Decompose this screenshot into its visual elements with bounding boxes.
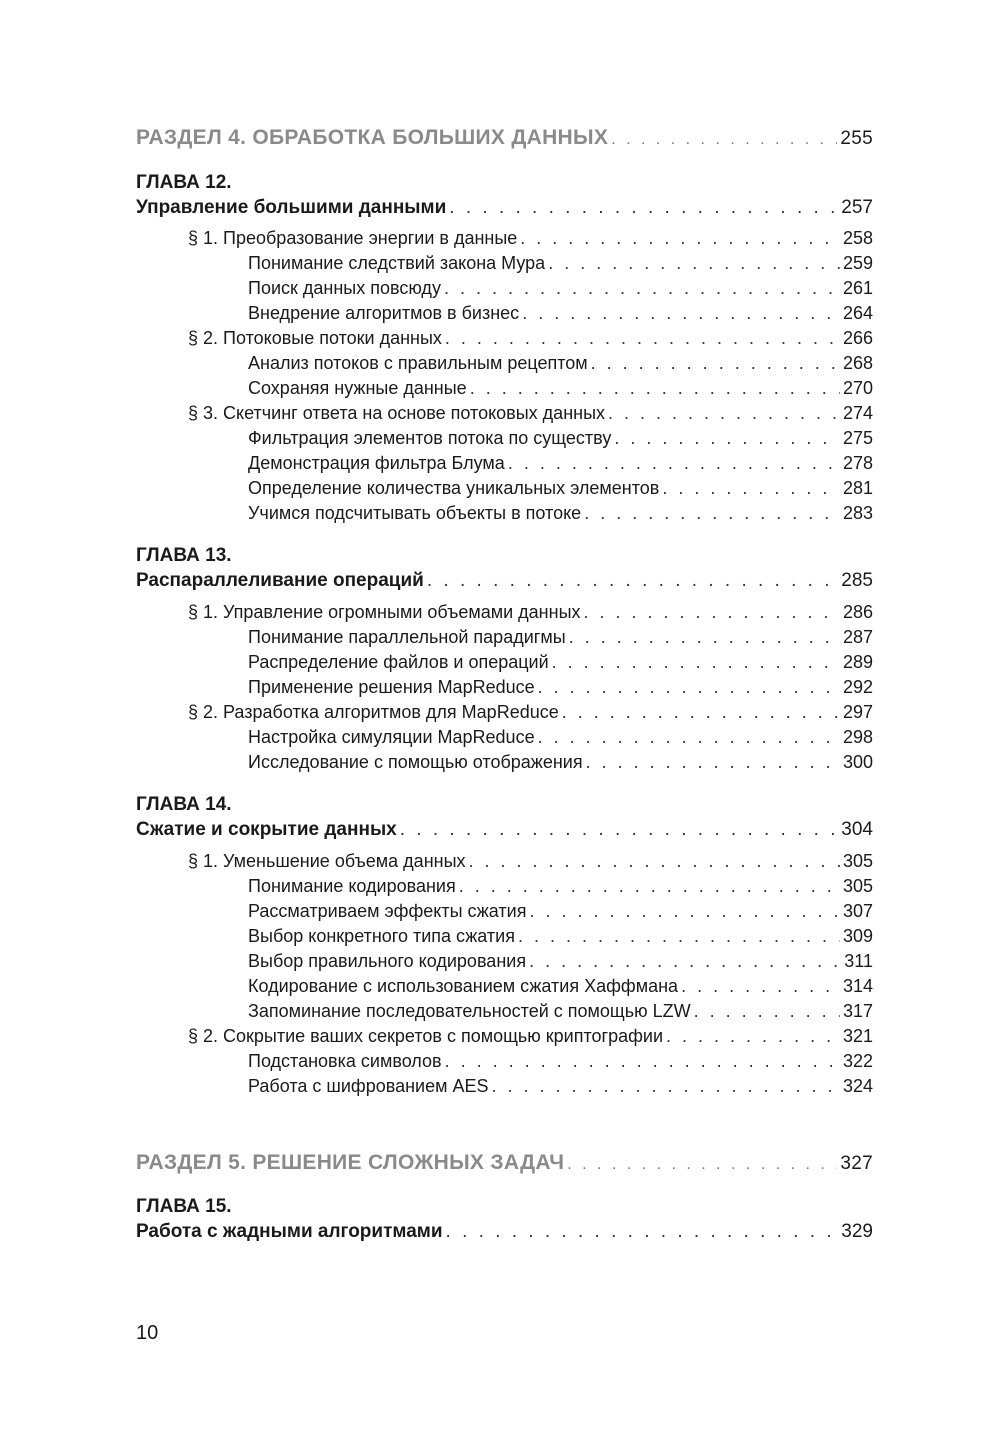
entry-text: Настройка симуляции MapReduce (248, 727, 535, 747)
entry-page: 324 (842, 1076, 873, 1096)
toc-section (136, 328, 873, 349)
entry-text: Исследование с помощью отображения (248, 752, 583, 772)
dot-leader (508, 453, 840, 474)
chapter-14-entry (136, 819, 873, 841)
chapter-14-label: ГЛАВА 14. (136, 794, 232, 815)
dot-leader (694, 1001, 840, 1022)
dot-leader (449, 197, 838, 219)
entry-text: Кодирование с использованием сжатия Хаффмана (248, 976, 679, 996)
entry-page: 300 (842, 752, 873, 772)
toc-subsection (136, 453, 873, 474)
chapter-page: 285 (841, 570, 873, 591)
dot-leader (538, 677, 840, 698)
dot-leader (444, 278, 840, 299)
dot-leader (614, 428, 840, 449)
part-title: РАЗДЕЛ 4. ОБРАБОТКА БОЛЬШИХ ДАННЫХ (136, 126, 609, 149)
entry-page: 266 (842, 328, 873, 348)
entry-text: § 2. Разработка алгоритмов для MapReduce (188, 702, 559, 722)
dot-leader (562, 702, 840, 723)
toc-subsection (136, 876, 873, 897)
dot-leader (611, 131, 837, 149)
entry-page: 274 (842, 403, 873, 423)
entry-page: 289 (842, 652, 873, 672)
entry-page: 258 (842, 228, 873, 248)
entry-page: 298 (842, 727, 873, 747)
part-page: 255 (840, 128, 873, 149)
chapter-title: Распараллеливание операций (136, 570, 424, 591)
toc-subsection (136, 503, 873, 524)
chapter-page: 329 (841, 1221, 873, 1242)
entry-text: Анализ потоков с правильным рецептом (248, 353, 588, 373)
dot-leader (591, 353, 840, 374)
toc-subsection (136, 278, 873, 299)
entry-text: Рассматриваем эффекты сжатия (248, 901, 527, 921)
dot-leader (584, 602, 840, 623)
chapter-page: 304 (841, 819, 873, 840)
dot-leader (569, 627, 840, 648)
toc-section (136, 228, 873, 249)
entry-page: 321 (842, 1026, 873, 1046)
entry-page: 309 (842, 926, 873, 946)
dot-leader (567, 1156, 837, 1174)
toc-section (136, 403, 873, 424)
entry-page: 283 (842, 503, 873, 523)
entry-text: Учимся подсчитывать объекты в потоке (248, 503, 582, 523)
entry-page: 305 (842, 876, 873, 896)
dot-leader (666, 1026, 840, 1047)
entry-text: Определение количества уникальных элементов (248, 478, 660, 498)
dot-leader (445, 328, 840, 349)
toc-subsection (136, 478, 873, 499)
toc-subsection (136, 378, 873, 399)
entry-page: 287 (842, 627, 873, 647)
dot-leader (518, 926, 840, 947)
entry-page: 270 (842, 378, 873, 398)
entry-text: Распределение файлов и операций (248, 652, 549, 672)
chapter-12-entry (136, 197, 873, 219)
entry-text: § 3. Скетчинг ответа на основе потоковых данных (188, 403, 606, 423)
entry-page: 275 (842, 428, 873, 448)
toc-subsection (136, 976, 873, 997)
entry-text: § 1. Управление огромными объемами данных (188, 602, 581, 622)
chapter-12-label: ГЛАВА 12. (136, 172, 232, 193)
dot-leader (529, 951, 841, 972)
entry-page: 305 (842, 851, 873, 871)
part-page: 327 (840, 1153, 873, 1174)
entry-text: Выбор правильного кодирования (248, 951, 527, 971)
chapter-13-label: ГЛАВА 13. (136, 545, 232, 566)
entry-page: 264 (842, 303, 873, 323)
entry-page: 322 (842, 1051, 873, 1071)
toc-subsection (136, 627, 873, 648)
dot-leader (548, 253, 840, 274)
dot-leader (552, 652, 840, 673)
toc-subsection (136, 303, 873, 324)
entry-text: § 1. Уменьшение объема данных (188, 851, 466, 871)
dot-leader (446, 1221, 839, 1243)
toc-subsection (136, 652, 873, 673)
entry-text: Запоминание последовательностей с помощью LZW (248, 1001, 691, 1021)
toc-subsection (136, 926, 873, 947)
chapter-15-label: ГЛАВА 15. (136, 1196, 232, 1217)
toc-section (136, 602, 873, 623)
chapter-15-entry (136, 1221, 873, 1243)
dot-leader (538, 727, 840, 748)
entry-text: Сохраняя нужные данные (248, 378, 467, 398)
toc-subsection (136, 253, 873, 274)
entry-page: 268 (842, 353, 873, 373)
entry-page: 311 (844, 951, 873, 971)
part-title: РАЗДЕЛ 5. РЕШЕНИЕ СЛОЖНЫХ ЗАДАЧ (136, 1151, 565, 1174)
toc-subsection (136, 1076, 873, 1097)
toc-section (136, 851, 873, 872)
dot-leader (492, 1076, 840, 1097)
dot-leader (662, 478, 840, 499)
dot-leader (445, 1051, 840, 1072)
toc-subsection (136, 1001, 873, 1022)
page-number: 10 (136, 1322, 159, 1344)
toc-subsection (136, 353, 873, 374)
entry-text: Подстановка символов (248, 1051, 442, 1071)
entry-page: 297 (842, 702, 873, 722)
dot-leader (469, 851, 840, 872)
entry-page: 286 (842, 602, 873, 622)
dot-leader (427, 570, 838, 592)
entry-text: Внедрение алгоритмов в бизнес (248, 303, 520, 323)
toc-subsection (136, 1051, 873, 1072)
toc-subsection (136, 677, 873, 698)
dot-leader (608, 403, 840, 424)
entry-text: § 1. Преобразование энергии в данные (188, 228, 518, 248)
toc-section (136, 702, 873, 723)
entry-text: Понимание следствий закона Мура (248, 253, 546, 273)
part-5-entry (136, 1151, 873, 1175)
entry-page: 292 (842, 677, 873, 697)
entry-text: § 2. Сокрытие ваших секретов с помощью криптографии (188, 1026, 664, 1046)
entry-page: 278 (842, 453, 873, 473)
toc-subsection (136, 901, 873, 922)
entry-page: 281 (842, 478, 873, 498)
entry-page: 307 (842, 901, 873, 921)
entry-text: Понимание параллельной парадигмы (248, 627, 566, 647)
entry-page: 259 (842, 253, 873, 273)
dot-leader (586, 752, 840, 773)
toc-section (136, 1026, 873, 1047)
entry-text: Демонстрация фильтра Блума (248, 453, 505, 473)
toc-subsection (136, 428, 873, 449)
toc-subsection (136, 727, 873, 748)
dot-leader (584, 503, 840, 524)
entry-text: Работа с шифрованием AES (248, 1076, 489, 1096)
entry-text: Выбор конкретного типа сжатия (248, 926, 515, 946)
chapter-title: Управление большими данными (136, 197, 447, 218)
dot-leader (522, 303, 840, 324)
chapter-title: Сжатие и сокрытие данных (136, 819, 397, 840)
chapter-13-entry (136, 570, 873, 592)
entry-text: § 2. Потоковые потоки данных (188, 328, 442, 348)
toc-subsection (136, 951, 873, 972)
entry-text: Понимание кодирования (248, 876, 456, 896)
chapter-page: 257 (841, 197, 873, 218)
entry-page: 317 (842, 1001, 873, 1021)
dot-leader (520, 228, 840, 249)
chapter-title: Работа с жадными алгоритмами (136, 1221, 443, 1242)
dot-leader (400, 819, 839, 841)
entry-text: Фильтрация элементов потока по существу (248, 428, 612, 448)
entry-text: Применение решения MapReduce (248, 677, 535, 697)
dot-leader (681, 976, 840, 997)
dot-leader (470, 378, 840, 399)
entry-page: 314 (842, 976, 873, 996)
entry-page: 261 (842, 278, 873, 298)
entry-text: Поиск данных повсюду (248, 278, 441, 298)
dot-leader (459, 876, 840, 897)
toc-subsection (136, 752, 873, 773)
part-4-entry (136, 126, 873, 150)
dot-leader (529, 901, 839, 922)
